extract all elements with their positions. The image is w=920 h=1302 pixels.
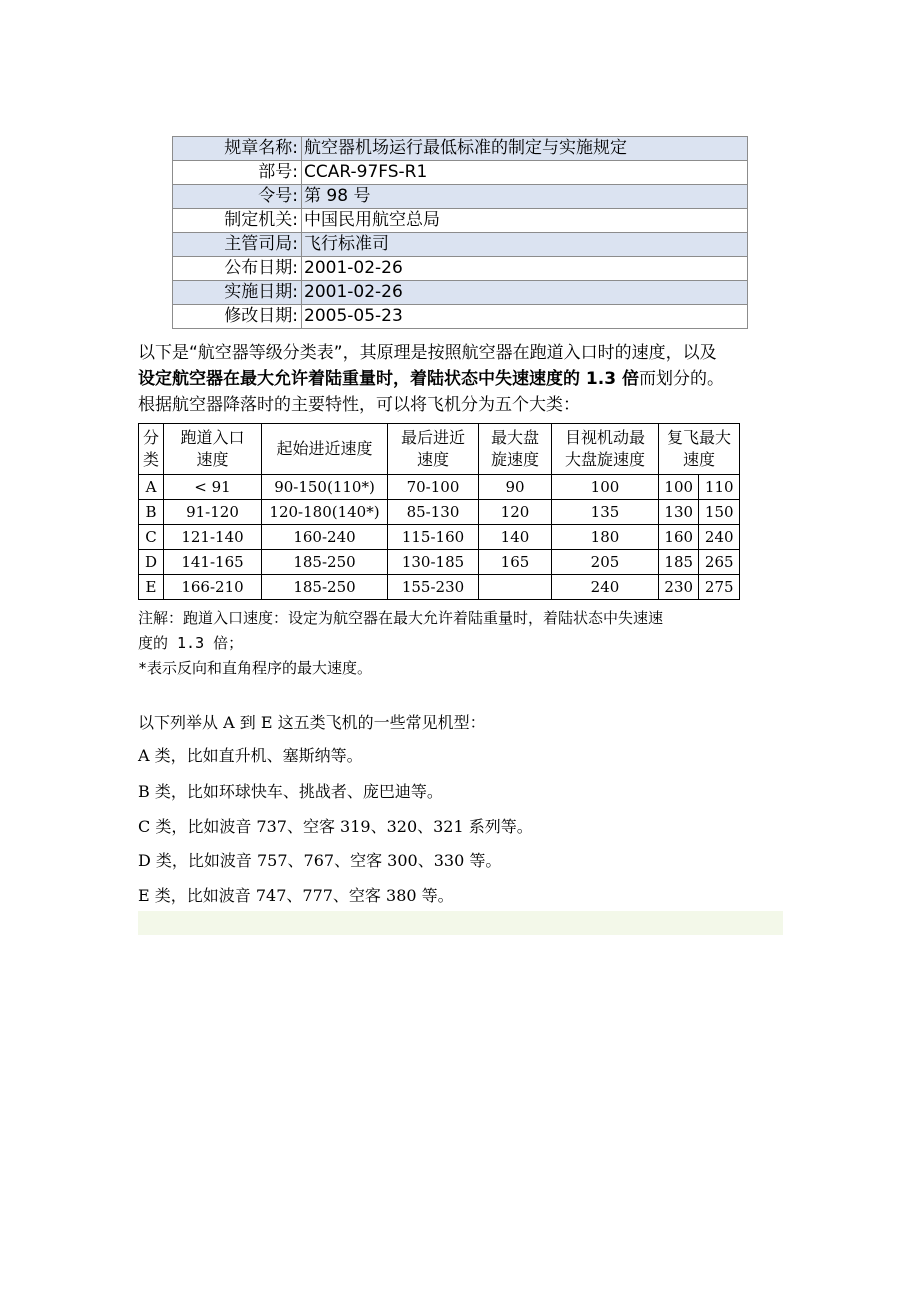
cell: 165 [479, 550, 552, 575]
cell: C [139, 525, 164, 550]
cell: 70-100 [388, 475, 479, 500]
aircraft-category-table [138, 423, 740, 600]
example-item: C 类，比如波音 737、空客 319、320、321 系列等。 [138, 817, 533, 836]
cell: 160 [659, 525, 699, 550]
example-item: B 类，比如环球快车、挑战者、庞巴迪等。 [138, 782, 443, 801]
cell: 185-250 [262, 550, 388, 575]
cell: 120 [479, 500, 552, 525]
table-row [139, 525, 740, 550]
cell: 185 [659, 550, 699, 575]
cell: D [139, 550, 164, 575]
regulation-info-table [172, 136, 748, 329]
cell: < 91 [164, 475, 262, 500]
table-row [139, 575, 740, 600]
regulation-row [173, 161, 748, 185]
cell: 110 [699, 475, 740, 500]
cell: 185-250 [262, 575, 388, 600]
row-value: 2005-05-23 [302, 305, 748, 329]
footer-shade-bar [138, 911, 783, 935]
table-notes [138, 606, 798, 681]
header-initial-approach: 起始进近速度 [262, 424, 388, 475]
regulation-row [173, 185, 748, 209]
cell: 115-160 [388, 525, 479, 550]
regulation-row [173, 257, 748, 281]
examples-intro: 以下列举从 A 到 E 这五类飞机的一些常见机型： [138, 713, 486, 732]
regulation-row [173, 281, 748, 305]
row-value: 中国民用航空总局 [302, 209, 748, 233]
example-item: E 类，比如波音 747、777、空客 380 等。 [138, 886, 454, 905]
row-value: 第 98 号 [302, 185, 748, 209]
regulation-row [173, 233, 748, 257]
cell: 240 [699, 525, 740, 550]
intro-line-2-rest: 而划分的。 [638, 369, 724, 389]
cell: 150 [699, 500, 740, 525]
table-header-row [139, 424, 740, 475]
row-value: CCAR-97FS-R1 [302, 161, 748, 185]
row-label: 主管司局: [173, 233, 302, 257]
cell: 91-120 [164, 500, 262, 525]
example-item: A 类，比如直升机、塞斯纳等。 [138, 746, 363, 765]
cell: 230 [659, 575, 699, 600]
cell: 265 [699, 550, 740, 575]
cell: 141-165 [164, 550, 262, 575]
header-visual-manoeuvre: 目视机动最 大盘旋速度 [552, 424, 659, 475]
table-row [139, 475, 740, 500]
row-value: 2001-02-26 [302, 257, 748, 281]
cell: 130 [659, 500, 699, 525]
header-threshold-speed: 跑道入口 速度 [164, 424, 262, 475]
intro-paragraph [138, 340, 798, 418]
cell: 130-185 [388, 550, 479, 575]
cell: 240 [552, 575, 659, 600]
row-label: 公布日期: [173, 257, 302, 281]
row-value: 飞行标准司 [302, 233, 748, 257]
row-label: 制定机关: [173, 209, 302, 233]
intro-emphasis: 设定航空器在最大允许着陆重量时，着陆状态中失速速度的 1.3 倍 [138, 369, 639, 389]
cell: 140 [479, 525, 552, 550]
note-line-1: 注解：跑道入口速度：设定为航空器在最大允许着陆重量时，着陆状态中失速速 [138, 609, 664, 627]
cell: 121-140 [164, 525, 262, 550]
cell: 180 [552, 525, 659, 550]
row-value: 2001-02-26 [302, 281, 748, 305]
intro-line-2 [138, 366, 798, 392]
regulation-row [173, 209, 748, 233]
cell: 90-150(110*) [262, 475, 388, 500]
table-row [139, 550, 740, 575]
note-line-2: 度的 1.3 倍； [138, 634, 244, 652]
cell: 135 [552, 500, 659, 525]
example-item: D 类，比如波音 757、767、空客 300、330 等。 [138, 851, 502, 870]
header-category: 分 类 [139, 424, 164, 475]
cell: 155-230 [388, 575, 479, 600]
intro-line-3: 根据航空器降落时的主要特性，可以将飞机分为五个大类： [138, 395, 580, 415]
cell: 100 [552, 475, 659, 500]
row-label: 实施日期: [173, 281, 302, 305]
row-label: 规章名称: [173, 137, 302, 161]
row-label: 修改日期: [173, 305, 302, 329]
cell: 205 [552, 550, 659, 575]
regulation-row [173, 305, 748, 329]
row-label: 令号: [173, 185, 302, 209]
table-row [139, 500, 740, 525]
cell: 275 [699, 575, 740, 600]
cell: 100 [659, 475, 699, 500]
header-max-holding: 最大盘 旋速度 [479, 424, 552, 475]
intro-line-1: 以下是“航空器等级分类表”，其原理是按照航空器在跑道入口时的速度，以及 [138, 343, 717, 363]
header-final-approach: 最后进近 速度 [388, 424, 479, 475]
cell: A [139, 475, 164, 500]
cell: 166-210 [164, 575, 262, 600]
note-line-3: *表示反向和直角程序的最大速度。 [138, 659, 373, 677]
cell: E [139, 575, 164, 600]
row-value: 航空器机场运行最低标准的制定与实施规定 [302, 137, 748, 161]
cell: 120-180(140*) [262, 500, 388, 525]
cell: 90 [479, 475, 552, 500]
header-missed-approach: 复飞最大 速度 [659, 424, 740, 475]
cell: 160-240 [262, 525, 388, 550]
cell: B [139, 500, 164, 525]
cell [479, 575, 552, 600]
regulation-row [173, 137, 748, 161]
cell: 85-130 [388, 500, 479, 525]
row-label: 部号: [173, 161, 302, 185]
